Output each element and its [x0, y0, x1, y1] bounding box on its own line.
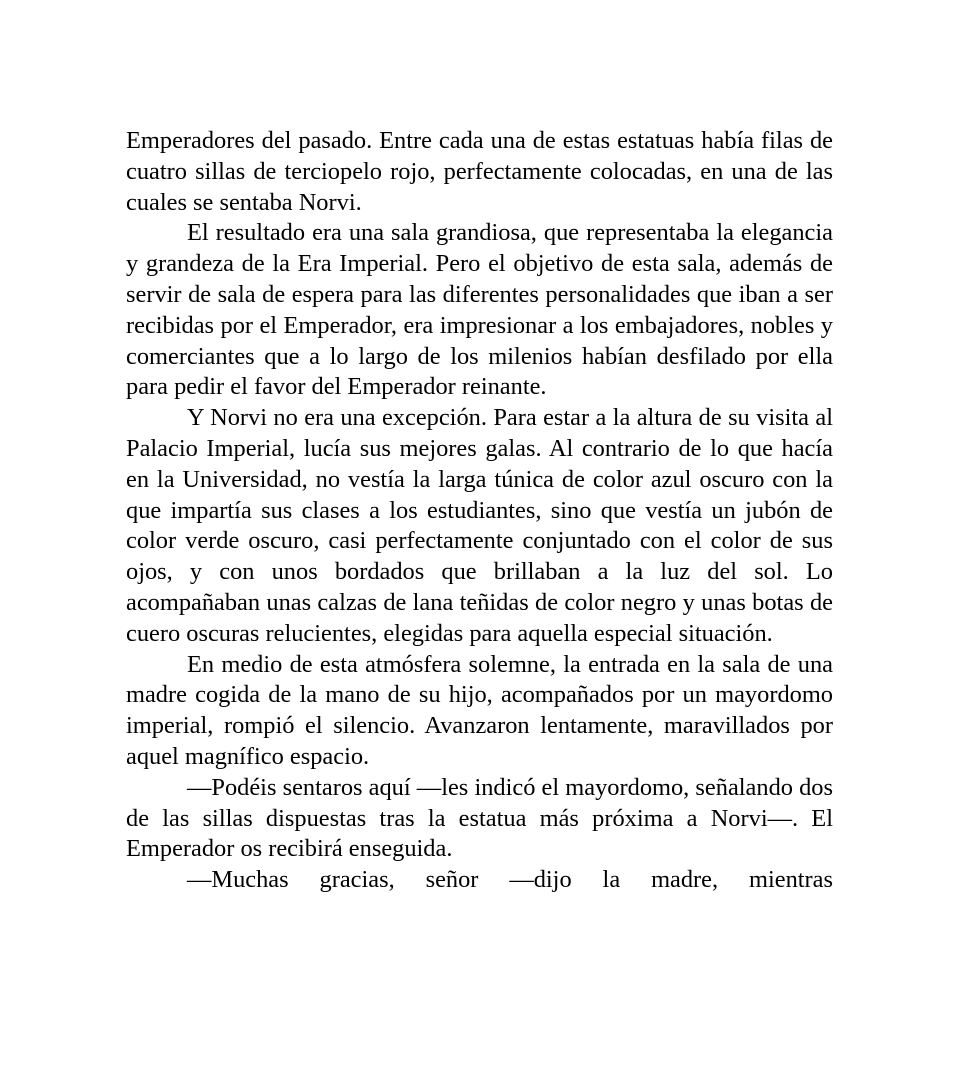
paragraph-1: Emperadores del pasado. Entre cada una de estas estatuas había filas de cuatro sillas de terciopelo rojo, perfectamente colocadas, en una de las cuales se sentaba Norvi. [126, 127, 833, 216]
book-page [126, 126, 833, 896]
paragraph-4: En medio de esta atmósfera solemne, la entrada en la sala de una madre cogida de la mano de su hijo, acompañados por un mayordomo imperial, rompió el silencio. Avanzaron lentamente, maravillados por aquel magnífico espacio. [126, 650, 833, 770]
paragraph-2: El resultado era una sala grandiosa, que representaba la elegancia y grandeza de la Era Imperial. Pero el objetivo de esta sala, además de servir de sala de espera para las diferentes personalidades que iban a ser recibidas por el Emperador, era impresionar a los embajadores, nobles y comerciantes que a lo largo de los milenios habían desfilado por ella para pedir el favor del Emperador reinante. [126, 219, 833, 401]
paragraph-3: Y Norvi no era una excepción. Para estar a la altura de su visita al Palacio Imperial, lucía sus mejores galas. Al contrario de lo que hacía en la Universidad, no vestía la larga túnica de color azul oscuro con la que impartía sus clases a los estudiantes, sino que vestía un jubón de color verde oscuro, casi perfectamente conjuntado con el color de sus ojos, y con unos bordados que brillaban a la luz del sol. Lo acompañaban unas calzas de lana teñidas de color negro y unas botas de cuero oscuras relucientes, elegidas para aquella especial situación. [126, 404, 833, 647]
paragraph-6: —Muchas gracias, señor —dijo la madre, mientras [187, 866, 833, 894]
paragraph-5: —Podéis sentaros aquí —les indicó el mayordomo, señalando dos de las sillas dispuestas tras la estatua más próxima a Norvi—. El Emperador os recibirá enseguida. [126, 773, 833, 863]
